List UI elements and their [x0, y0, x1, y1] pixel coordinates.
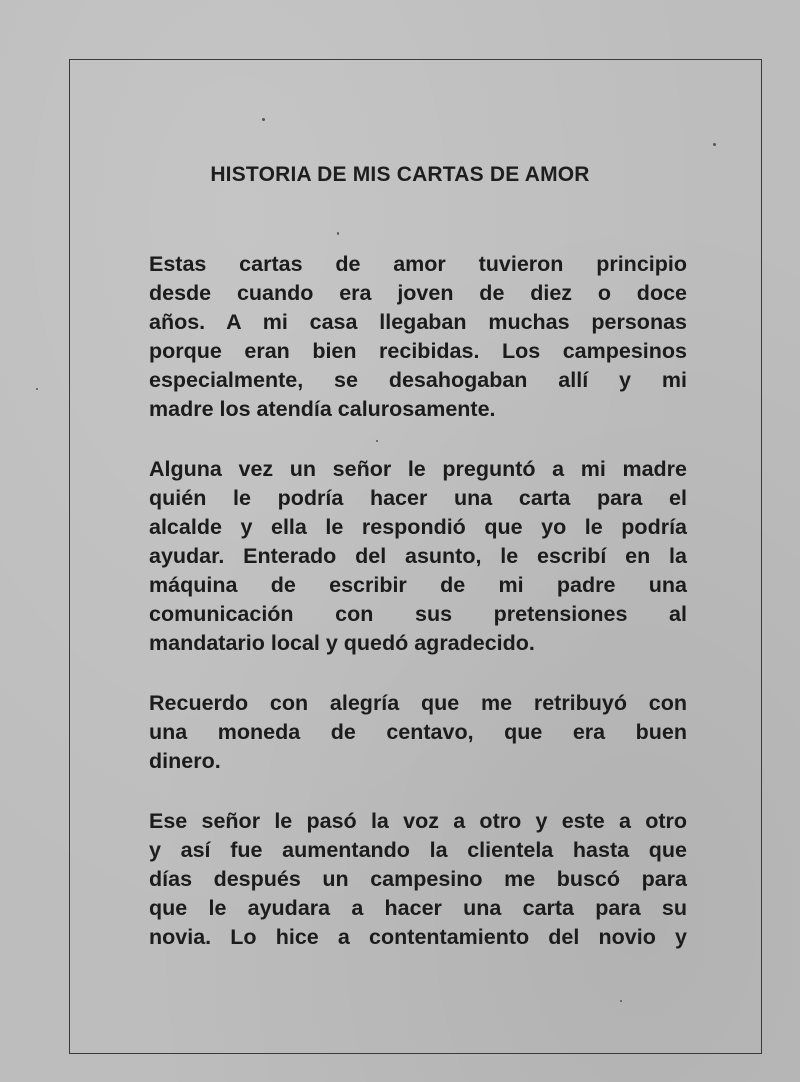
text-line: que le ayudara a hacer una carta para su — [149, 896, 687, 920]
scan-speck — [620, 1000, 622, 1002]
scan-speck — [376, 440, 378, 442]
scan-speck — [713, 143, 716, 146]
text-line: especialmente, se desahogaban allí y mi — [149, 368, 687, 392]
paragraph-1 — [149, 250, 687, 424]
text-line: desde cuando era joven de diez o doce — [149, 281, 687, 305]
text-line: y así fue aumentando la clientela hasta que — [149, 838, 687, 862]
text-line: máquina de escribir de mi padre una — [149, 573, 687, 597]
scan-speck — [337, 232, 339, 235]
text-line: Alguna vez un señor le preguntó a mi madre — [149, 457, 687, 481]
document-title: HISTORIA DE MIS CARTAS DE AMOR — [210, 163, 590, 186]
text-line: años. A mi casa llegaban muchas personas — [149, 310, 687, 334]
paragraph-3 — [149, 689, 687, 776]
scan-speck — [36, 388, 38, 390]
text-line: mandatario local y quedó agradecido. — [149, 631, 535, 655]
text-line: dinero. — [149, 749, 221, 773]
text-line: alcalde y ella le respondió que yo le podría — [149, 515, 687, 539]
text-line: Ese señor le pasó la voz a otro y este a otro — [149, 809, 687, 833]
paragraph-2 — [149, 455, 687, 658]
document-body — [149, 250, 687, 983]
text-line: comunicación con sus pretensiones al — [149, 602, 687, 626]
text-line: una moneda de centavo, que era buen — [149, 720, 687, 744]
text-line: quién le podría hacer una carta para el — [149, 486, 687, 510]
text-line: días después un campesino me buscó para — [149, 867, 687, 891]
text-line: ayudar. Enterado del asunto, le escribí en la — [149, 544, 687, 568]
text-line: porque eran bien recibidas. Los campesinos — [149, 339, 687, 363]
text-line: Recuerdo con alegría que me retribuyó con — [149, 691, 687, 715]
text-line: Estas cartas de amor tuvieron principio — [149, 252, 687, 276]
text-line: novia. Lo hice a contentamiento del novio y — [149, 925, 687, 949]
scan-speck — [262, 118, 265, 121]
paragraph-4 — [149, 807, 687, 952]
text-line: madre los atendía calurosamente. — [149, 397, 496, 421]
